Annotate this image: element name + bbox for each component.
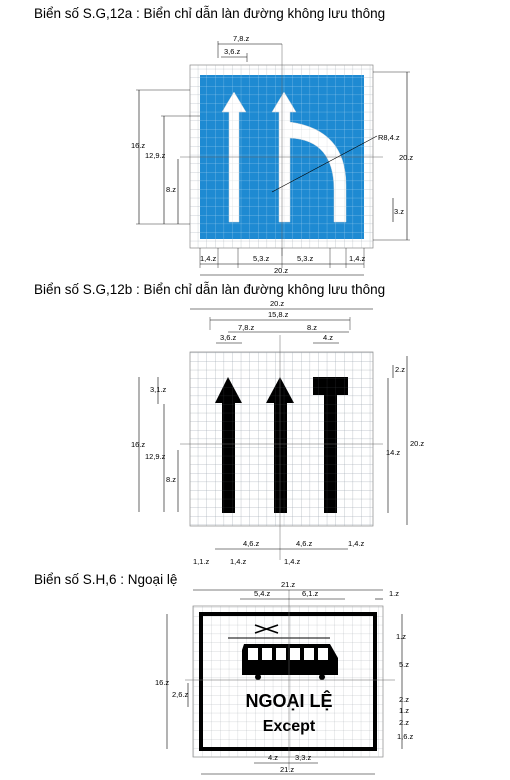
dim-c-right-4: 1.z — [399, 706, 410, 715]
dim-b-right-small: 2.z — [395, 365, 406, 374]
dim-a-top-inner: 3,6.z — [224, 47, 241, 56]
dim-c-top-total: 21.z — [281, 580, 296, 589]
sign-a — [131, 34, 413, 275]
sign-c-text-vi: NGOẠI LỆ — [245, 691, 333, 711]
dim-b-top-3: 7,8.z — [238, 323, 255, 332]
dim-b-top-total: 20.z — [270, 299, 285, 308]
dim-b-bottom-2: 4,6.z — [296, 539, 313, 548]
dim-b-left-mid: 12,9.z — [145, 452, 166, 461]
dim-b-top-5: 3,6.z — [220, 333, 237, 342]
dim-c-right-6: 1,6.z — [397, 732, 414, 741]
dim-c-left-total: 16.z — [155, 678, 170, 687]
sign-c — [155, 580, 414, 774]
sign-c-text-en: Except — [262, 718, 316, 735]
dim-a-bottom-2: 5,3.z — [253, 254, 270, 263]
dim-c-right-5: 2.z — [399, 718, 410, 727]
dim-a-radius: R8,4.z — [378, 133, 400, 142]
dim-b-bottom-6: 1,4.z — [284, 557, 301, 566]
dim-c-bottom-total: 21.z — [280, 765, 295, 774]
dim-c-right-1: 1.z — [396, 632, 407, 641]
dim-b-left-outer: 16.z — [131, 440, 146, 449]
dim-c-top-3: 1.z — [389, 589, 400, 598]
dim-b-bottom-1: 4,6.z — [243, 539, 260, 548]
dim-c-left-small: 2,6.z — [172, 690, 189, 699]
sign-c-title: Biển số S.H,6 : Ngoại lệ — [34, 572, 178, 587]
sign-a-title: Biển số S.G,12a : Biển chỉ dẫn làn đường không lưu thông — [34, 6, 386, 21]
dim-a-bottom-4: 1,4.z — [349, 254, 366, 263]
dim-a-bottom-1: 1,4.z — [200, 254, 217, 263]
dim-a-top-outer: 7,8.z — [233, 34, 250, 43]
dim-b-bottom-4: 1,1.z — [193, 557, 210, 566]
dim-a-left-outer: 16.z — [131, 141, 146, 150]
dim-c-right-2: 5.z — [399, 660, 410, 669]
dim-b-right-total: 20.z — [410, 439, 425, 448]
dim-c-right-3: 2.z — [399, 695, 410, 704]
dim-b-left-inner: 8.z — [166, 475, 177, 484]
dim-b-top-6: 4.z — [323, 333, 334, 342]
dim-a-right-small: 3.z — [394, 207, 405, 216]
sign-b — [131, 299, 424, 566]
dim-a-left-inner: 8.z — [166, 185, 177, 194]
dim-b-bottom-5: 1,4.z — [230, 557, 247, 566]
dim-b-left-small: 3,1.z — [150, 385, 167, 394]
dim-a-left-mid: 12,9.z — [145, 151, 166, 160]
sign-b-title: Biển số S.G,12b : Biển chỉ dẫn làn đường không lưu thông — [34, 282, 386, 297]
dim-c-top-2: 6,1.z — [302, 589, 319, 598]
dim-a-right-total: 20.z — [399, 153, 414, 162]
dim-b-right-mid: 14.z — [386, 448, 401, 457]
dim-b-bottom-3: 1,4.z — [348, 539, 365, 548]
dim-c-top-1: 5,4.z — [254, 589, 271, 598]
dim-a-bottom-total: 20.z — [274, 266, 289, 275]
dim-a-bottom-3: 5,3.z — [297, 254, 314, 263]
dim-c-bottom-1: 4.z — [268, 753, 279, 762]
dim-b-top-4: 8.z — [307, 323, 318, 332]
dim-c-bottom-2: 3,3.z — [295, 753, 312, 762]
dim-b-top-2: 15,8.z — [268, 310, 289, 319]
